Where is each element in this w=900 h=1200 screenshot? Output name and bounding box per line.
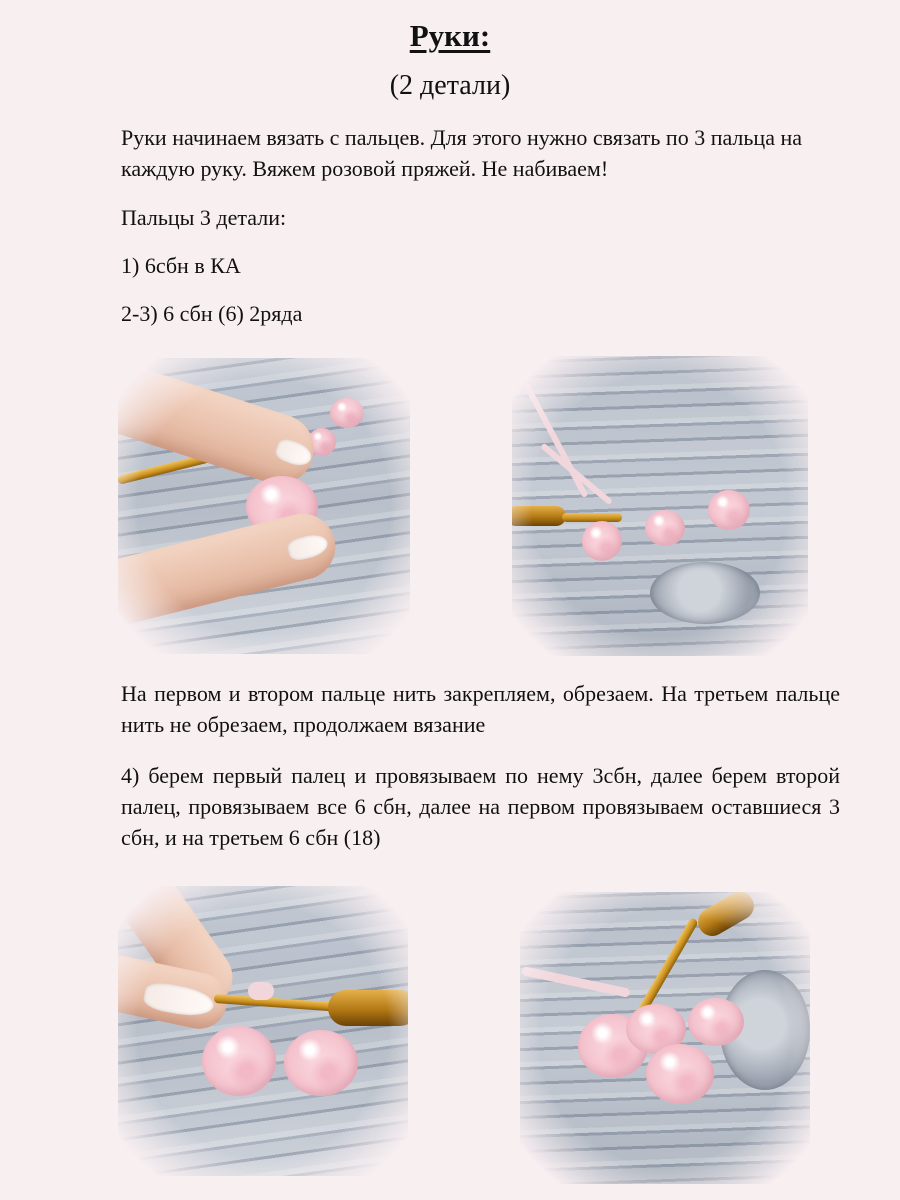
- intro-paragraph: Руки начинаем вязать с пальцев. Для этого нужно связать по 3 пальца на каждую руку. Вяжем розовой пряжей. Не набиваем!: [121, 125, 803, 181]
- photo-finger-held: [118, 358, 410, 654]
- page-subtitle: (2 детали): [389, 70, 511, 101]
- crochet-hook-handle: [328, 990, 408, 1026]
- row-1-instruction: 1) 6сбн в КА: [121, 253, 241, 278]
- row-2-3-instruction: 2-3) 6 сбн (6) 2ряда: [121, 301, 303, 326]
- pompom-finger: [646, 1044, 714, 1104]
- fingers-parts-label: Пальцы 3 детали:: [121, 205, 287, 230]
- pompom-finger: [284, 1030, 358, 1096]
- pompom-finger: [202, 1026, 276, 1096]
- page-title: Руки:: [409, 18, 491, 53]
- crochet-hook: [562, 513, 622, 522]
- wood-knot: [650, 562, 760, 624]
- photo-joined-fingers: [520, 892, 810, 1184]
- crochet-hook-handle: [512, 506, 566, 526]
- yarn-loop: [248, 982, 274, 1000]
- pompom-finger: [645, 510, 685, 546]
- fasten-paragraph: На первом и втором пальце нить закрепляем, обрезаем. На третьем пальце нить не обрезаем, продолжаем вязание: [121, 681, 840, 737]
- photo-three-fingers: [512, 356, 808, 656]
- pompom-finger: [330, 398, 364, 428]
- pompom-finger: [708, 490, 750, 530]
- row-4-instruction: 4) берем первый палец и провязываем по нему 3сбн, далее берем второй палец, провязываем все 6 сбн, далее на первом провязываем оставшиеся 3 сбн, и на третьем 6 сбн (18): [121, 763, 840, 850]
- pompom-finger: [582, 521, 622, 561]
- pompom-finger: [688, 998, 744, 1046]
- photo-joining-fingers: [118, 886, 408, 1176]
